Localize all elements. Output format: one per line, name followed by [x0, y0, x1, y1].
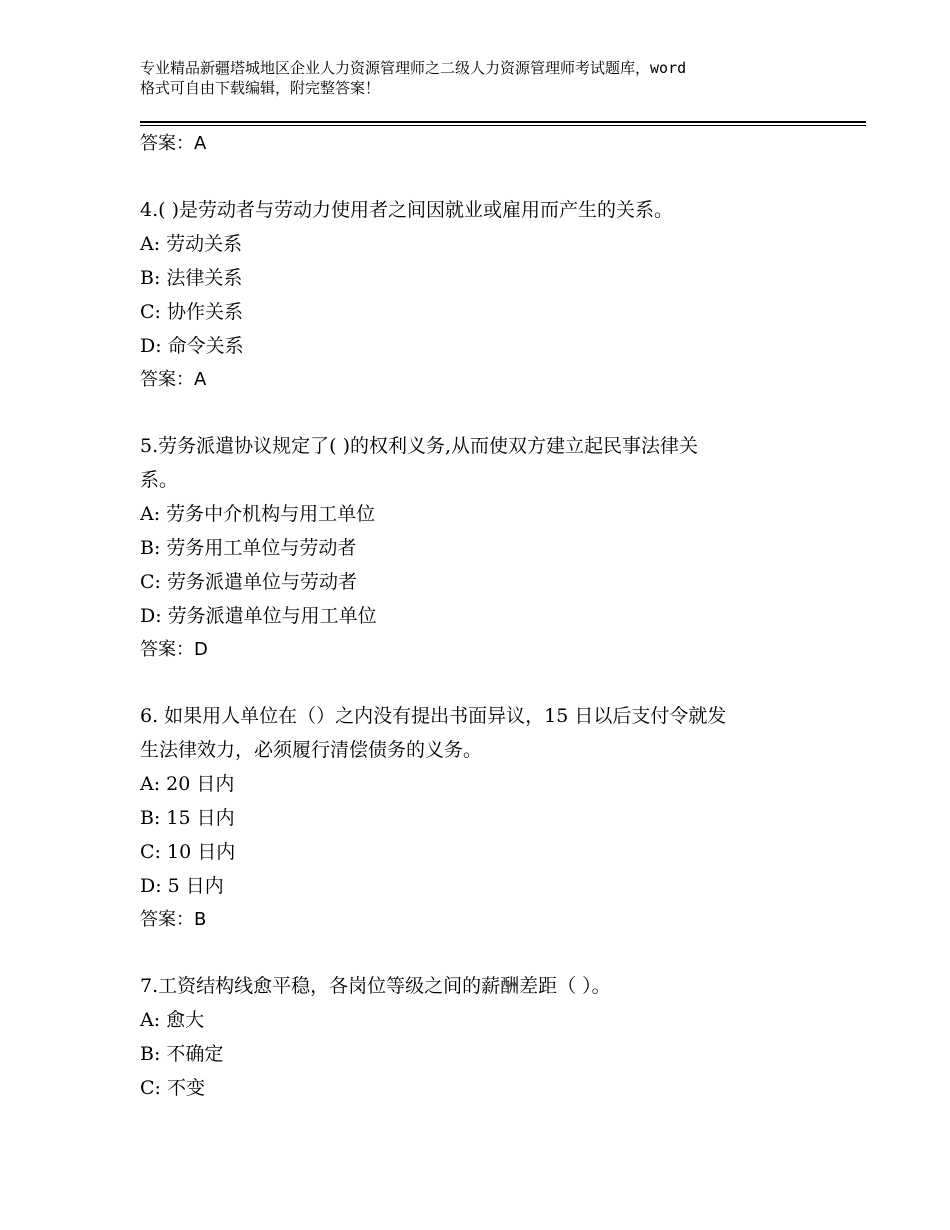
option-a: A: 劳动关系	[140, 233, 243, 255]
header-divider-thin	[140, 125, 866, 126]
header-line-2: 格式可自由下载编辑，附完整答案！	[140, 79, 381, 97]
option-b: B: 法律关系	[140, 267, 243, 289]
option-c: C: 不变	[140, 1077, 205, 1099]
question-6	[140, 699, 830, 937]
option-c: C: 劳务派遣单位与劳动者	[140, 571, 357, 593]
question-stem: 5.劳务派遣协议规定了( )的权利义务,从而使双方建立起民事法律关	[140, 435, 699, 457]
option-b: B: 劳务用工单位与劳动者	[140, 537, 357, 559]
document-header	[140, 58, 840, 98]
question-5	[140, 429, 830, 667]
option-b: B: 不确定	[140, 1043, 224, 1065]
question-stem-continued: 系。	[140, 469, 179, 491]
answer-line: 答案：A	[140, 369, 207, 390]
question-list	[140, 127, 830, 1105]
option-a: A: 20 日内	[140, 773, 235, 795]
option-a: A: 愈大	[140, 1009, 205, 1031]
answer-line: 答案：A	[140, 133, 207, 154]
option-a: A: 劳务中介机构与用工单位	[140, 503, 376, 525]
option-d: D: 5 日内	[140, 875, 224, 897]
option-c: C: 协作关系	[140, 301, 243, 323]
option-b: B: 15 日内	[140, 807, 235, 829]
question-4	[140, 193, 830, 397]
option-d: D: 劳务派遣单位与用工单位	[140, 605, 377, 627]
header-line-1: 专业精品新疆塔城地区企业人力资源管理师之二级人力资源管理师考试题库，word	[140, 59, 687, 77]
question-stem: 6. 如果用人单位在（）之内没有提出书面异议，15 日以后支付令就发	[140, 705, 727, 727]
option-c: C: 10 日内	[140, 841, 236, 863]
question-stem: 7.工资结构线愈平稳，各岗位等级之间的薪酬差距（ ）。	[140, 975, 611, 997]
question-stem: 4.( )是劳动者与劳动力使用者之间因就业或雇用而产生的关系。	[140, 199, 673, 221]
header-divider-thick	[140, 121, 866, 123]
question-stem-continued: 生法律效力，必须履行清偿债务的义务。	[140, 739, 483, 761]
answer-line: 答案：B	[140, 909, 207, 930]
option-d: D: 命令关系	[140, 335, 244, 357]
question-7	[140, 969, 830, 1105]
answer-line: 答案：D	[140, 639, 208, 660]
